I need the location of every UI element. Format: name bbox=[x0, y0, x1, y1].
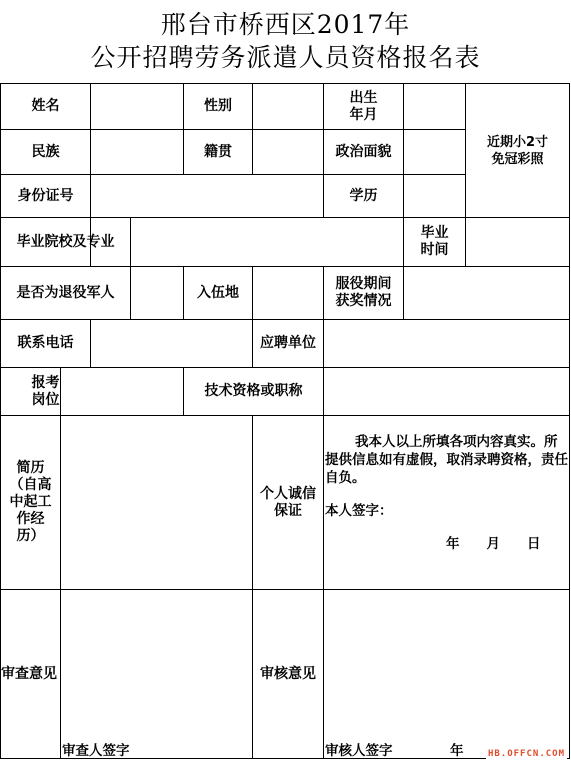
form-title-line1: 邢台市桥西区2017年 bbox=[160, 10, 411, 39]
id-number-field[interactable] bbox=[91, 175, 323, 217]
resume-field[interactable] bbox=[61, 416, 252, 589]
service-awards-label: 服役期间 获奖情况 bbox=[335, 276, 392, 309]
registration-form-table bbox=[0, 83, 570, 759]
id-number-label: 身份证号 bbox=[17, 187, 74, 204]
name-label: 姓名 bbox=[31, 98, 60, 114]
native-place-field[interactable] bbox=[253, 130, 323, 174]
reviewer-signature-label[interactable]: 审查人签字 bbox=[62, 743, 130, 759]
audit-year-mark: 年 bbox=[450, 743, 464, 759]
enlist-place-field[interactable] bbox=[253, 267, 323, 319]
service-awards-field[interactable] bbox=[404, 267, 569, 319]
qualification-field[interactable] bbox=[324, 368, 569, 415]
position-field[interactable] bbox=[61, 368, 183, 415]
political-status-field[interactable] bbox=[404, 130, 465, 174]
applied-unit-field[interactable] bbox=[324, 320, 569, 367]
birth-date-field[interactable] bbox=[404, 84, 465, 129]
integrity-label: 个人诚信 保证 bbox=[260, 485, 316, 519]
education-field[interactable] bbox=[404, 175, 465, 217]
site-watermark: HB.OFFCN.COM bbox=[487, 749, 565, 759]
self-signature-label[interactable]: 本人签字： bbox=[325, 503, 393, 519]
veteran-field[interactable] bbox=[131, 267, 183, 319]
integrity-statement: 我本人以上所填各项内容真实。所提供信息如有虚假，取消录聘资格，责任自负。 bbox=[325, 434, 568, 486]
phone-field[interactable] bbox=[91, 320, 252, 367]
enlist-place-label: 入伍地 bbox=[197, 284, 239, 301]
ethnicity-field[interactable] bbox=[91, 130, 183, 174]
school-major-field[interactable] bbox=[131, 218, 403, 266]
gender-field[interactable] bbox=[253, 84, 323, 129]
auditor-signature-label[interactable]: 审核人签字 bbox=[325, 743, 393, 759]
photo-placeholder[interactable]: 近期小2寸 免冠彩照 bbox=[486, 134, 549, 167]
native-place-label: 籍贯 bbox=[204, 143, 232, 160]
ethnicity-label: 民族 bbox=[31, 143, 60, 160]
education-label: 学历 bbox=[349, 187, 378, 204]
name-field[interactable] bbox=[91, 84, 183, 129]
birth-date-label: 出生 年月 bbox=[349, 89, 378, 123]
gender-label: 性别 bbox=[204, 98, 232, 114]
qualification-label: 技术资格或职称 bbox=[204, 383, 303, 399]
graduation-time-label: 毕业 时间 bbox=[420, 225, 449, 258]
signature-date[interactable]: 年 月 日 bbox=[446, 536, 541, 552]
resume-label: 简历 （自高 中起工 作经 历） bbox=[9, 460, 52, 544]
review-opinion-field[interactable] bbox=[61, 590, 252, 758]
form-title-line2: 公开招聘劳务派遣人员资格报名表 bbox=[90, 43, 481, 72]
political-status-label: 政治面貌 bbox=[335, 143, 392, 160]
veteran-label: 是否为退役军人 bbox=[16, 284, 115, 301]
audit-opinion-label: 审核意见 bbox=[260, 665, 316, 682]
applied-unit-label: 应聘单位 bbox=[260, 335, 316, 351]
review-opinion-label: 审查意见 bbox=[1, 665, 57, 682]
audit-opinion-field[interactable] bbox=[324, 590, 569, 758]
graduation-time-field[interactable] bbox=[466, 218, 569, 266]
position-label: 报考 岗位 bbox=[31, 374, 60, 408]
school-major-label: 毕业院校及专业 bbox=[16, 233, 115, 250]
phone-label: 联系电话 bbox=[17, 335, 74, 351]
